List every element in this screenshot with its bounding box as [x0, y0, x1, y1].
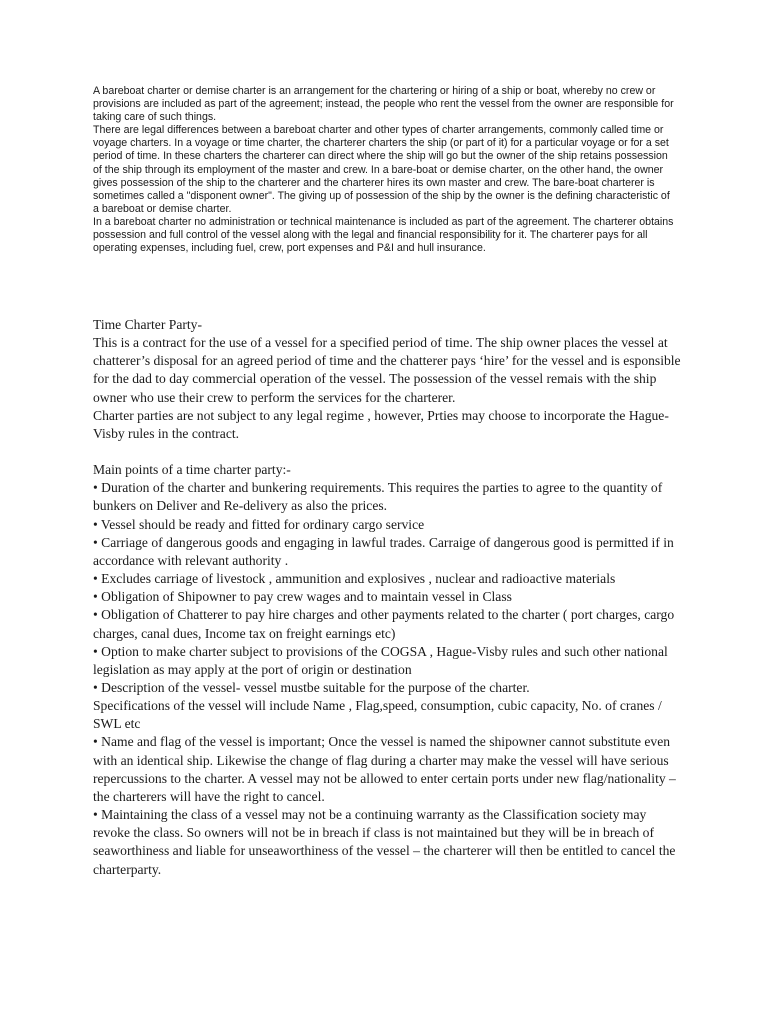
time-charter-paragraph: Charter parties are not subject to any legal regime , however, Prties may choose to incorporate the Hague-Visby rules in the contract.: [93, 407, 669, 441]
main-point-item: Specifications of the vessel will include Name , Flag,speed, consumption, cubic capacity, No. of cranes / SWL etc: [93, 698, 662, 732]
main-point-item: • Description of the vessel- vessel mustbe suitable for the purpose of the charter.: [93, 679, 530, 695]
intro-paragraph: A bareboat charter or demise charter is an arrangement for the chartering or hiring of a ship or boat, whereby no crew or provisions are included as part of the agreement; instead, the people who rent the vessel from the owner are responsible for taking care of such things.: [93, 85, 674, 124]
paragraph-gap: [93, 443, 683, 461]
main-point-item: • Option to make charter subject to provisions of the COGSA , Hague-Visby rules and such other national legislation as may apply at the port of origin or destination: [93, 643, 668, 677]
main-point-item: • Maintaining the class of a vessel may not be a continuing warranty as the Classification society may revoke the class. So owners will not be in breach if class is not maintained but they will be in breach of seaworthiness and liable for unseaworthiness of the vessel – the charterer will then be entitled to cancel the charterparty.: [93, 807, 676, 877]
main-points-heading: Main points of a time charter party:-: [93, 462, 291, 478]
main-point-item: • Obligation of Chatterer to pay hire charges and other payments related to the charter ( port charges, cargo charges, canal dues, Income tax on freight earnings etc): [93, 607, 675, 641]
time-charter-section: [93, 316, 683, 879]
time-charter-heading: Time Charter Party-: [93, 317, 202, 332]
main-point-item: • Vessel should be ready and fitted for ordinary cargo service: [93, 516, 425, 532]
main-point-item: • Obligation of Shipowner to pay crew wages and to maintain vessel in Class: [93, 589, 512, 605]
intro-paragraph: In a bareboat charter no administration or technical maintenance is included as part of the agreement. The charterer obtains possession and full control of the vessel along with the legal and financial responsibility for it. The charterer pays for all operating expenses, including fuel, crew, port expenses and P&I and hull insurance.: [93, 215, 674, 255]
main-point-item: • Name and flag of the vessel is important; Once the vessel is named the shipowner cannot substitute even with an identical ship. Likewise the change of flag during a charter may make the vessel will have serious repercussions to the charter. A vessel may not be allowed to enter certain ports under new flag/nationality – the charterers will have the right to cancel.: [93, 734, 676, 804]
time-charter-paragraph: This is a contract for the use of a vessel for a specified period of time. The ship owner places the vessel at chatterer’s disposal for an agreed period of time and the chatterer pays ‘hire’ for the vessel and is esponsible for the dad to day commercial operation of the vessel. The possession of the vessel remais with the ship owner who use their crew to perform the services for the charterer.: [93, 335, 681, 405]
bareboat-charter-section: [93, 85, 678, 255]
main-point-item: • Duration of the charter and bunkering requirements. This requires the parties to agree to the quantity of bunkers on Deliver and Re-delivery as also the prices.: [93, 480, 663, 514]
main-point-item: • Excludes carriage of livestock , ammunition and explosives , nuclear and radioactive materials: [93, 571, 616, 587]
main-point-item: • Carriage of dangerous goods and engaging in lawful trades. Carraige of dangerous good is permitted if in accordance with relevant authority .: [93, 534, 674, 568]
intro-paragraph: There are legal differences between a bareboat charter and other types of charter arrangements, commonly called time or voyage charters. In a voyage or time charter, the charterer charters the ship (or part of it) for a particular voyage or for a set period of time. In these charters the charterer can direct where the ship will go but the owner of the ship retains possession of the ship through its employment of the master and crew. In a bare-boat or demise charter, on the other hand, the owner gives possession of the ship to the charterer and the charterer hires its own master and crew. The bare-boat charterer is sometimes called a "disponent owner". The giving up of possession of the ship by the owner is the defining characteristic of a bareboat or demise charter.: [93, 124, 670, 215]
